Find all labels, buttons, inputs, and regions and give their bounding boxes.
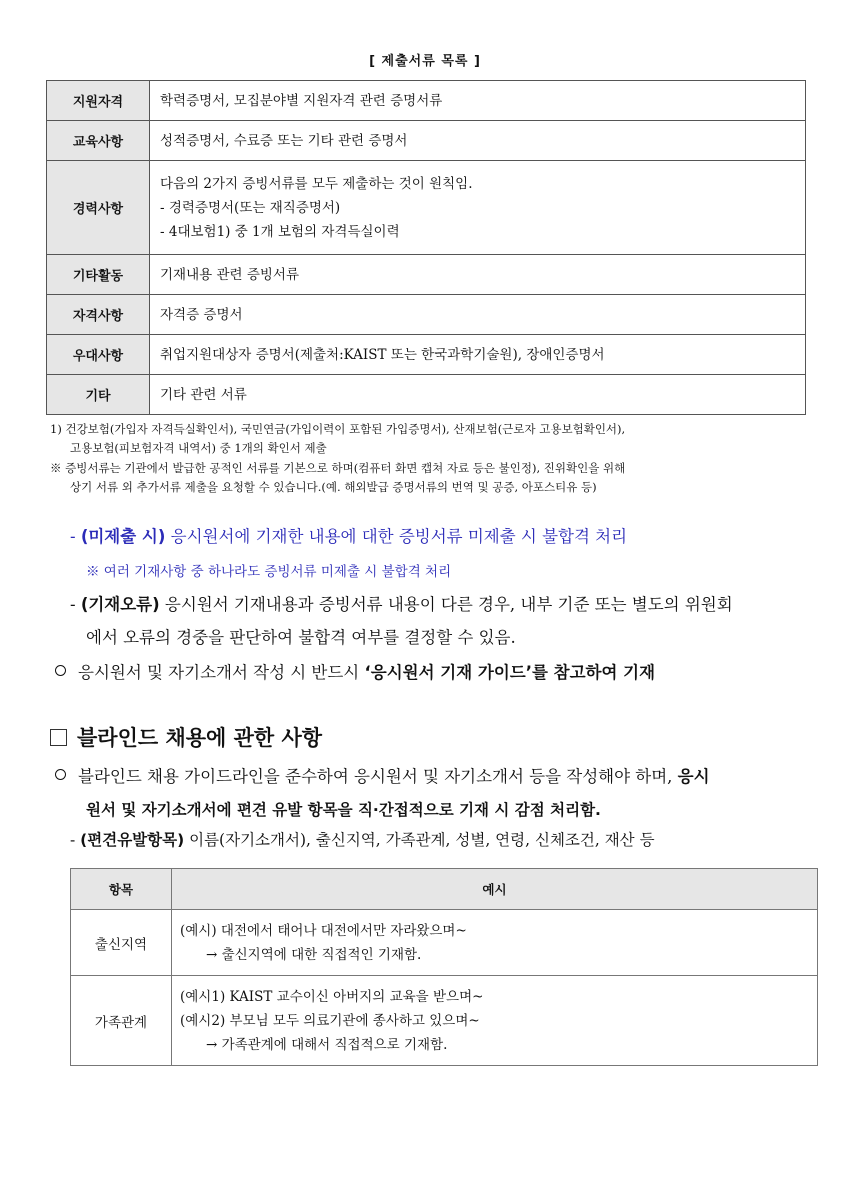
bias-text: 이름(자기소개서), 출신지역, 가족관계, 성별, 연령, 신체조건, 재산 등 (184, 831, 655, 849)
footnote-evidence (50, 459, 820, 497)
blind-paragraph (55, 763, 710, 791)
table-row (47, 81, 806, 121)
row-label: 지원자격 (47, 81, 150, 121)
document-list-title: [ 제출서류 목록 ] (369, 54, 481, 69)
missing-label: (미제출 시) (80, 527, 166, 546)
footnote-insurance (50, 420, 820, 458)
blind-text: 블라인드 채용 가이드라인을 준수하여 응시원서 및 자기소개서 등을 작성해야 하며, (78, 767, 678, 786)
row-value (150, 81, 806, 121)
example-line: → 출신지역에 대한 직접적인 기재함. (206, 946, 422, 963)
section-title: 블라인드 채용에 관한 사항 (77, 726, 323, 750)
row-value (150, 295, 806, 335)
row-value-line: - 4대보험1) 중 1개 보험의 자격득실이력 (160, 223, 400, 240)
row-value-line: 학력증명서, 모집분야별 지원자격 관련 증명서류 (160, 92, 443, 109)
row-label: 기타활동 (47, 255, 150, 295)
row-label: 우대사항 (47, 335, 150, 375)
missing-submission-subnote: ※ 여러 기재사항 중 하나라도 증빙서류 미제출 시 불합격 처리 (86, 564, 452, 580)
row-label: 자격사항 (47, 295, 150, 335)
row-value (150, 161, 806, 255)
row-value-line: 기재내용 관련 증빙서류 (160, 266, 299, 283)
table-row (47, 335, 806, 375)
row-value-line: 자격증 증명서 (160, 306, 243, 323)
row-value-line: - 경력증명서(또는 재직증명서) (160, 199, 341, 216)
row-label: 교육사항 (47, 121, 150, 161)
row-value-line: 기타 관련 서류 (160, 386, 247, 403)
dash: - (70, 595, 81, 614)
blind-bold-text: 응시 (677, 767, 710, 786)
table-row (47, 121, 806, 161)
entry-error-note-cont: 에서 오류의 경중을 판단하여 불합격 여부를 결정할 수 있음. (86, 628, 516, 647)
blind-paragraph-cont: 원서 및 자기소개서에 편견 유발 항목을 직·간접적으로 기재 시 감점 처리함. (86, 801, 601, 819)
bias-label: (편견유발항목) (80, 831, 185, 849)
header-item: 항목 (71, 869, 172, 910)
header-example: 예시 (172, 869, 818, 910)
example-value (172, 976, 818, 1066)
section-heading (50, 722, 322, 752)
row-value (150, 121, 806, 161)
error-text: 응시원서 기재내용과 증빙서류 내용이 다른 경우, 내부 기준 또는 별도의 위원회 (159, 595, 733, 614)
example-line: → 가족관계에 대해서 직접적으로 기재함. (206, 1036, 448, 1053)
bullet-circle-icon (55, 665, 66, 676)
example-value (172, 910, 818, 976)
dash: - (70, 527, 81, 546)
table-header-row (71, 869, 818, 910)
guide-bold-text: ‘응시원서 기재 가이드’를 참고하여 기재 (364, 663, 656, 682)
example-item: 가족관계 (71, 976, 172, 1066)
row-value-line: 취업지원대상자 증명서(제출처:KAIST 또는 한국과학기술원), 장애인증명서 (160, 346, 605, 363)
guide-text: 응시원서 및 자기소개서 작성 시 반드시 (78, 663, 365, 682)
dash: - (70, 831, 81, 849)
row-label: 경력사항 (47, 161, 150, 255)
table-row (47, 295, 806, 335)
row-value (150, 255, 806, 295)
row-value-line: 다음의 2가지 증빙서류를 모두 제출하는 것이 원칙임. (160, 175, 473, 192)
guide-note (55, 659, 655, 687)
example-line: (예시1) KAIST 교수이신 아버지의 교육을 받으며~ (180, 988, 484, 1005)
example-line: (예시) 대전에서 태어나 대전에서만 자라왔으며~ (180, 922, 467, 939)
required-documents-table (46, 80, 806, 415)
table-row (47, 375, 806, 415)
footnote-line: 상기 서류 외 추가서류 제출을 요청할 수 있습니다.(예. 해외발급 증명서류의 번역 및 공증, 아포스티유 등) (70, 480, 597, 494)
missing-text: 응시원서에 기재한 내용에 대한 증빙서류 미제출 시 불합격 처리 (165, 527, 628, 546)
footnote-line: 고용보험(피보험자격 내역서) 중 1개의 확인서 제출 (70, 441, 327, 455)
footnote-line: 1) 건강보험(가입자 자격득실확인서), 국민연금(가입이력이 포함된 가입증명서), 산재보험(근로자 고용보험확인서), (50, 422, 626, 436)
bullet-circle-icon (55, 769, 66, 780)
row-value (150, 335, 806, 375)
error-label: (기재오류) (80, 595, 160, 614)
row-value-line: 성적증명서, 수료증 또는 기타 관련 증명서 (160, 132, 408, 149)
table-row (71, 910, 818, 976)
footnote-line: ※ 증빙서류는 기관에서 발급한 공적인 서류를 기본으로 하며(컴퓨터 화면 캡쳐 자료 등은 불인정), 진위확인을 위해 (50, 461, 626, 475)
checkbox-square-icon (50, 729, 67, 746)
example-item: 출신지역 (71, 910, 172, 976)
entry-error-note (70, 591, 733, 619)
examples-table (70, 868, 818, 1066)
row-label: 기타 (47, 375, 150, 415)
missing-submission-note (70, 523, 627, 551)
table-row (47, 255, 806, 295)
row-value (150, 375, 806, 415)
bias-items-note (70, 826, 655, 854)
table-row (71, 976, 818, 1066)
example-line: (예시2) 부모님 모두 의료기관에 종사하고 있으며~ (180, 1012, 480, 1029)
table-row (47, 161, 806, 255)
